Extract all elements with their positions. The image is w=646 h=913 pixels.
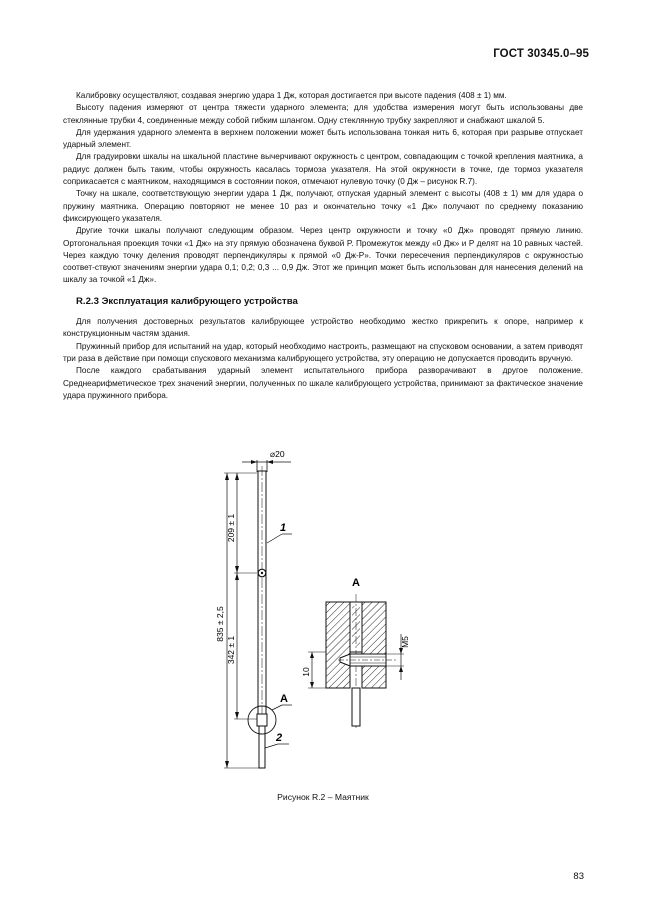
arrow-head [267, 460, 273, 464]
paragraph: Для удержания ударного элемента в верхнем положении может быть использована тонкая нить 6, которая при разрыве отпускает ударный элемент. [63, 127, 583, 150]
leader-line [265, 744, 278, 748]
page-number: 83 [573, 871, 584, 882]
figure-caption: Рисунок R.2 – Маятник [277, 792, 369, 802]
callout-a: A [280, 693, 288, 705]
callout-2: 2 [276, 732, 283, 744]
arrow-head [310, 652, 314, 658]
detail-a-drawing [300, 568, 420, 738]
hatched-block-right [362, 602, 386, 688]
arrow-head [225, 473, 229, 480]
paragraph: Другие точки шкалы получают следующим образом. Через центр окружности и точку «0 Дж» проводят прямую линию. Ортогональная проекция точки «1 Дж» на эту прямую обозначена буквой P. Промежуток между «0 Дж» и P делят на 10 равных частей. Через каждую точку деления проводят перпендикуляры к прямой «0 Дж-P». Точки пересечения перпендикуляров с окружностью соответ-ствуют значениям энергии удара 0,1; 0,2; 0,3 ... 0,9 Дж. Этот же принцип может быть использован для нанесения делений на шкалу за точкой «1 Дж». [63, 226, 583, 285]
arrow-head [310, 682, 314, 688]
detail-a-figure [300, 568, 420, 738]
arrow-head [225, 761, 229, 768]
dim-lower: 342 ± 1 [226, 635, 236, 665]
arrow-head [235, 573, 239, 580]
arrow-head [235, 712, 239, 719]
document-body [63, 90, 583, 402]
paragraph: После каждого срабатывания ударный элемент испытательного прибора разворачивают в другое положение. Среднеарифметическое трех значений энергии, полученных по шкале калибрующего устройства, принимают за фактическое значение удара пружинного прибора. [63, 366, 583, 400]
dim-m5: M5 [400, 636, 410, 648]
striker-head [257, 714, 267, 726]
paragraph: Для получения достоверных результатов калибрующее устройство необходимо жестко прикрепить к опоре, например к конструкционным частям здания. [63, 317, 583, 339]
paragraph: Точку на шкале, соответствующую энергии удара 1 Дж, получают, отпуская ударный элемент с высоты (408 ± 1) мм для удара о пружину маятника. Операцию повторяют не менее 10 раз и окончательно точку «1 Дж» получают по среднему показанию фиксирующего указателя. [63, 189, 583, 223]
paragraph: Для градуировки шкалы на шкальной пластине вычерчивают окружность с центром, совпадающим с точкой крепления маятника, а радиус должен быть таким, чтобы окружность касалась тормоза указателя. На этой окружности в точке, где тормоз указателя соприкасается с маятником, находящимся в состоянии покоя, отмечают нулевую точку (0 Дж – рисунок R.7). [63, 152, 583, 187]
document-header: ГОСТ 30345.0–95 [493, 48, 589, 60]
hatched-block-left [326, 602, 350, 688]
striker-rod [259, 726, 265, 768]
striker-rod [352, 688, 360, 726]
leader-line [272, 705, 282, 710]
pivot-center [261, 572, 263, 574]
paragraph: Калибровку осуществляют, создавая энергию удара 1 Дж, которая достигается при высоте падения (408 ± 1) мм. [76, 91, 507, 100]
dim-10: 10 [301, 667, 311, 677]
dim-upper: 209 ± 1 [226, 513, 236, 543]
dim-diameter: ⌀20 [270, 449, 285, 459]
leader-line [267, 534, 282, 543]
arrow-head [235, 566, 239, 573]
section-heading: R.2.3 Эксплуатация калибрующего устройства [76, 295, 298, 307]
detail-title: A [352, 577, 360, 589]
paragraph: Высоту падения измеряют от центра тяжести ударного элемента; для удобства измерения могут быть использованы две стеклянные трубки 4, соединенные между собой гибким шлангом. Одну стеклянную трубку закрепляют и снабжают шкалой 5. [63, 103, 583, 125]
arrow-head [251, 460, 257, 464]
callout-1: 1 [280, 522, 287, 534]
arrow-head [399, 648, 403, 654]
arrow-head [235, 473, 239, 480]
paragraph: Пружинный прибор для испытаний на удар, который необходимо настроить, размещают на спусковом основании, а затем приводят три раза в действие при помощи спускового механизма калибрующего устройства, эту операцию не допускается проводить вручную. [63, 341, 583, 363]
dim-total: 835 ± 2,5 [215, 606, 225, 642]
arrow-head [399, 666, 403, 672]
